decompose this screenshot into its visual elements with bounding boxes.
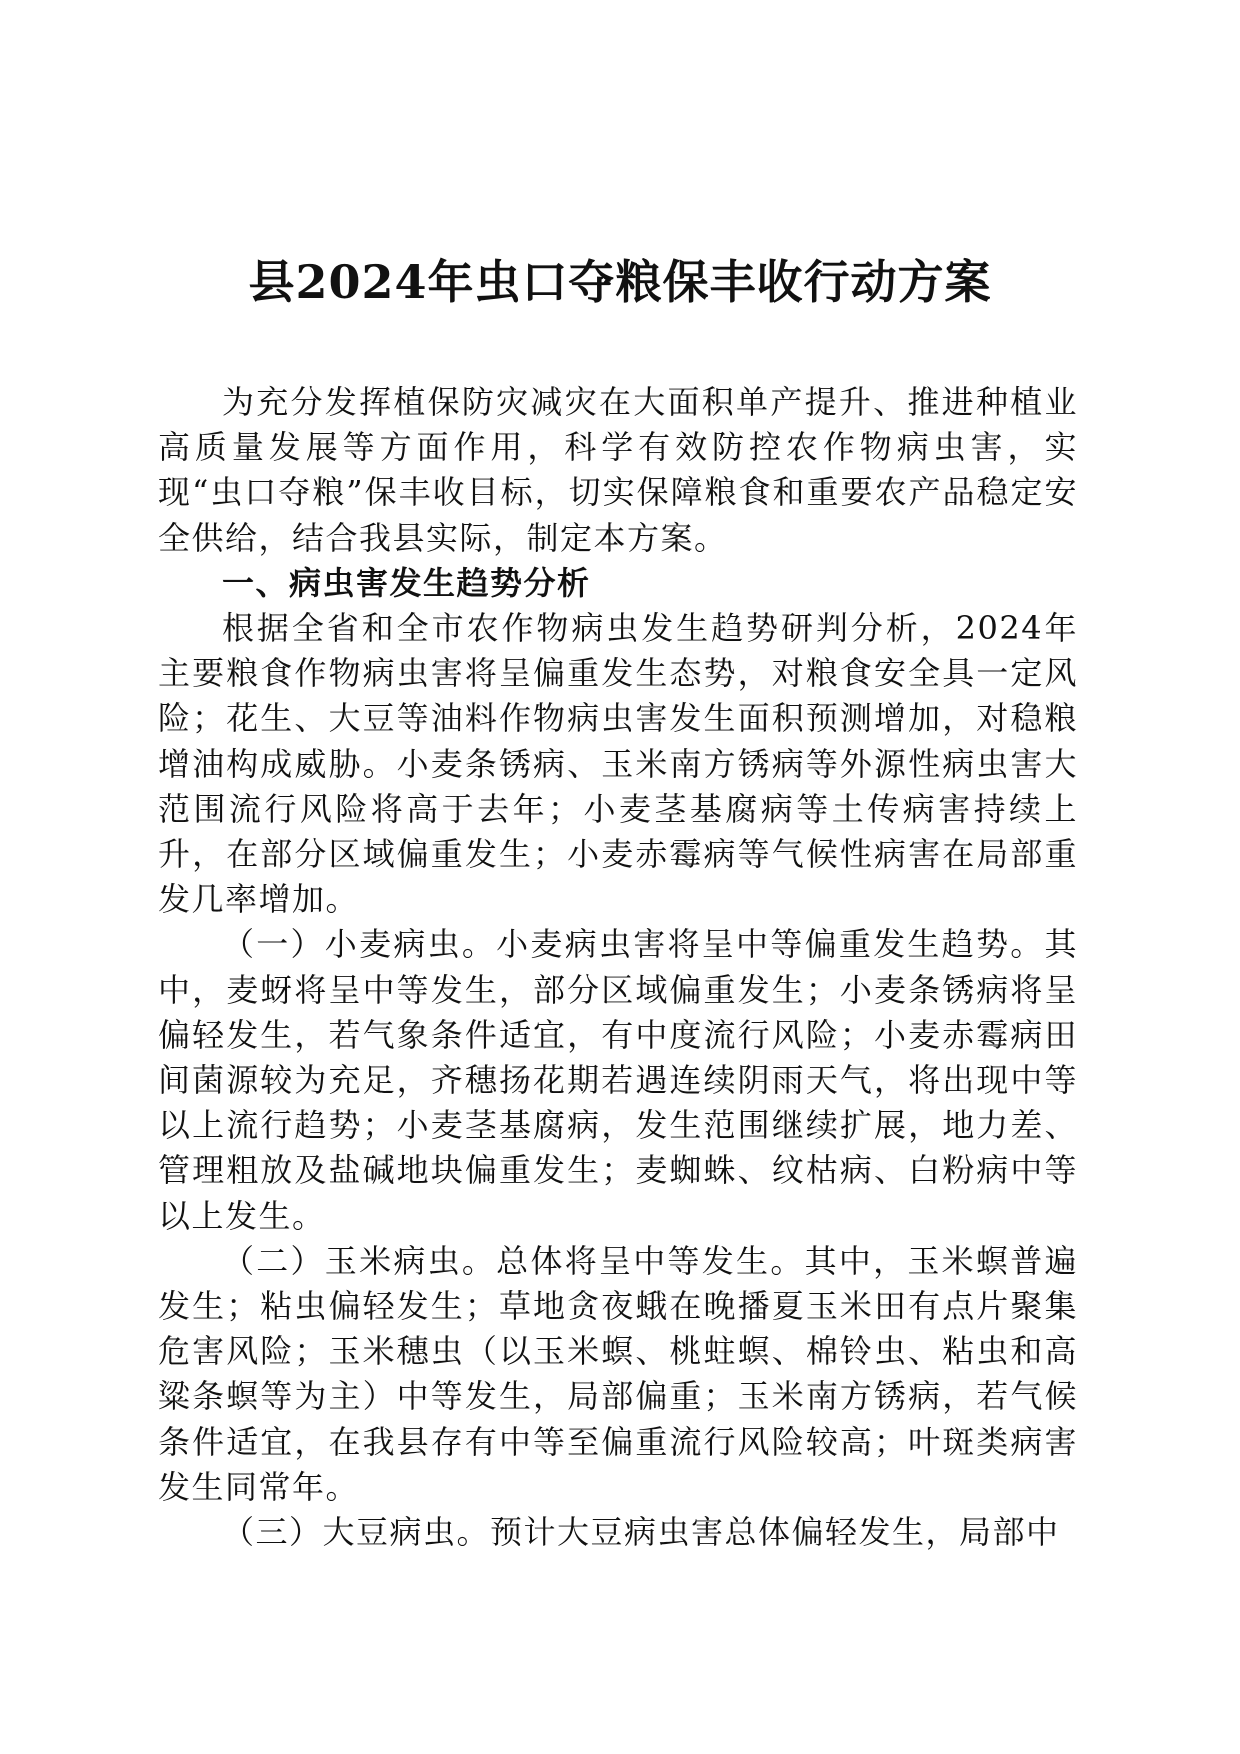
intro-paragraph: 为充分发挥植保防灾减灾在大面积单产提升、推进种植业高质量发展等方面作用，科学有效防控农作物病虫害，实现“虫口夺粮”保丰收目标，切实保障粮食和重要农产品稳定安全供给，结合我县实际，制定本方案。	[158, 383, 1078, 557]
corn-pests-paragraph: （二）玉米病虫。总体将呈中等发生。其中，玉米螟普遍发生；粘虫偏轻发生；草地贪夜蛾在晚播夏玉米田有点片聚集危害风险；玉米穗虫（以玉米螟、桃蛀螟、棉铃虫、粘虫和高粱条螟等为主）中等发生，局部偏重；玉米南方锈病，若气候条件适宜，在我县存有中等至偏重流行风险较高；叶斑类病害发生同常年。	[158, 1241, 1078, 1506]
wheat-pests-paragraph: （一）小麦病虫。小麦病虫害将呈中等偏重发生趋势。其中，麦蚜将呈中等发生，部分区域偏重发生；小麦条锈病将呈偏轻发生，若气象条件适宜，有中度流行风险；小麦赤霉病田间菌源较为充足，齐穗扬花期若遇连续阴雨天气，将出现中等以上流行趋势；小麦茎基腐病，发生范围继续扩展，地力差、管理粗放及盐碱地块偏重发生；麦蜘蛛、纹枯病、白粉病中等以上发生。	[158, 925, 1078, 1235]
section-heading-trend-analysis: 一、病虫害发生趋势分析	[222, 563, 591, 602]
document-title: 县2024年虫口夺粮保丰收行动方案	[248, 255, 992, 309]
document-body	[158, 380, 1078, 1555]
trend-analysis-paragraph: 根据全省和全市农作物病虫发生趋势研判分析，2024年主要粮食作物病虫害将呈偏重发生态势，对粮食安全具一定风险；花生、大豆等油料作物病虫害发生面积预测增加，对稳粮增油构成威胁。小麦条锈病、玉米南方锈病等外源性病虫害大范围流行风险将高于去年；小麦茎基腐病等土传病害持续上升，在部分区域偏重发生；小麦赤霉病等气候性病害在局部重发几率增加。	[158, 609, 1078, 919]
soybean-pests-paragraph: （三）大豆病虫。预计大豆病虫害总体偏轻发生，局部中	[222, 1513, 1060, 1552]
